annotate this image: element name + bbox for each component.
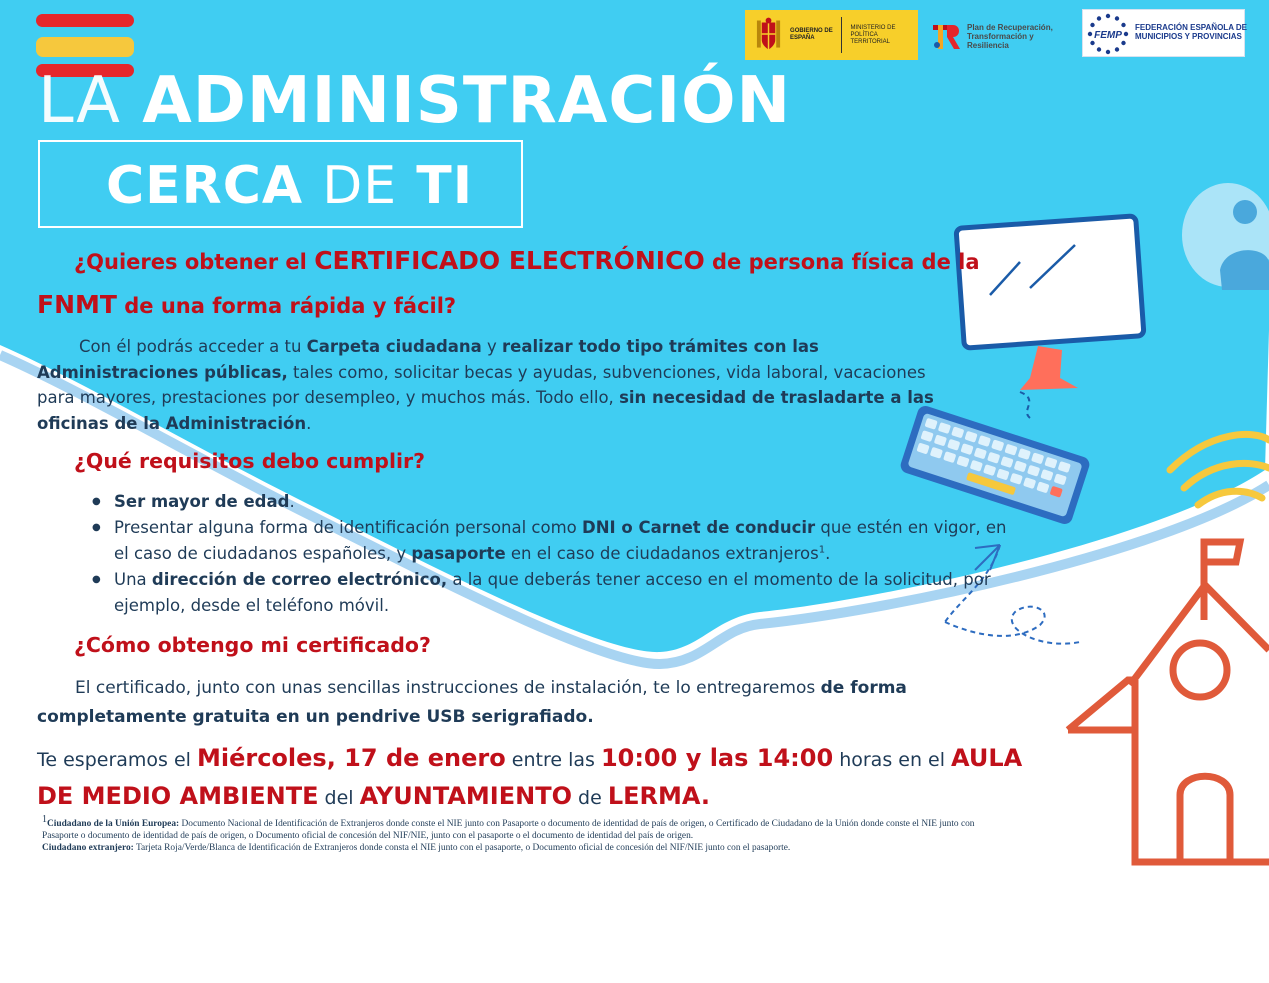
req2-bold-pasaporte: pasaporte: [411, 544, 506, 563]
req2-c: que estén en vigor, en el caso de ciudadanos españoles, y: [114, 518, 1007, 563]
invite-text-5: de: [571, 787, 608, 809]
flag-stripe-yellow: [36, 37, 134, 57]
how-paragraph: [37, 674, 937, 732]
main-question-line2: [37, 288, 456, 323]
subtitle-part-ti: TI: [397, 156, 474, 216]
req1-end: .: [289, 492, 295, 511]
list-item: [92, 515, 1012, 567]
page-title: [38, 64, 791, 138]
government-logo: [745, 10, 918, 60]
event-room: AULA DE MEDIO AMBIENTE: [37, 744, 1023, 810]
subtitle-part-de: DE: [322, 156, 398, 216]
event-time: 10:00 y las 14:00: [600, 744, 834, 772]
intro-text-4: .: [306, 413, 312, 433]
list-item: [92, 567, 1012, 619]
req3-c: a la que deberás tener acceso en el momento de la solicitud, por ejemplo, desde el teléfono móvil.: [114, 570, 991, 615]
government-text: GOBIERNO DE ESPAÑA: [790, 28, 833, 41]
req1-bold: Ser mayor de edad: [114, 492, 290, 511]
event-invitation: [37, 740, 1037, 816]
invite-text-1: Te esperamos el: [37, 749, 197, 771]
intro-bold-sin-necesidad: sin necesidad de trasladarte a las oficinas de la Administración: [37, 388, 934, 433]
coat-of-arms-icon: [755, 16, 782, 54]
req2-a: Presentar alguna forma de identificación personal como: [114, 518, 583, 537]
invite-text-2: entre las: [505, 749, 601, 771]
q1-part5: de una forma rápida y fácil?: [116, 294, 457, 318]
footnote-eu: [42, 813, 992, 842]
femp-logo: [1082, 9, 1248, 57]
recovery-plan-text: Plan de Recuperación, Transformación y Resiliencia: [967, 23, 1053, 50]
footnote-eu-text: Documento Nacional de Identificación de Extranjeros donde conste el NIE junto con Pasaporte o documento de identidad de país de origen, o Certificado de Ciudadano de la Unión donde conste el NIE junto con Pasaporte o documento de identidad de país de origen, o Documento oficial de concesión del NIF/NIE, junto con el pasaporte o el documento de identidad del país de origen.: [42, 819, 975, 841]
event-date: Miércoles, 17 de enero: [196, 744, 506, 772]
subtitle-box: [38, 140, 523, 228]
footnote: [42, 813, 992, 854]
intro-bold-tramites: realizar todo tipo trámites con las Administraciones públicas,: [37, 337, 819, 382]
eu-stars-icon: [1086, 12, 1130, 56]
q1-part1: ¿Quieres obtener el: [74, 250, 315, 274]
footnote-eu-label: Ciudadano de la Unión Europea:: [47, 819, 180, 829]
list-item: [92, 489, 1012, 515]
requirements-heading: ¿Qué requisitos debo cumplir?: [74, 449, 426, 473]
footnote-foreign: [42, 842, 992, 854]
q1-part3: de persona física de la: [704, 250, 980, 274]
recovery-plan-icon: [931, 21, 963, 53]
footnote-foreign-text: Tarjeta Roja/Verde/Blanca de Identificación de Extranjeros donde consta el NIE junto con el pasaporte, o Documento oficial de concesión del NIF/NIE junto con el pasaporte.: [133, 843, 791, 853]
flag-stripe-red-top: [36, 14, 134, 27]
event-town: LERMA.: [607, 782, 711, 810]
q1-certificado: CERTIFICADO ELECTRÓNICO: [314, 246, 705, 275]
subtitle: [106, 154, 473, 218]
intro-bold-carpeta: Carpeta ciudadana: [306, 337, 482, 356]
logo-divider: [841, 17, 842, 53]
footnote-number: 1: [42, 813, 47, 825]
req3-a: Una: [114, 570, 152, 589]
recovery-plan-logo: [931, 21, 1071, 55]
how-heading: ¿Cómo obtengo mi certificado?: [74, 633, 431, 657]
subtitle-part-cerca: CERCA: [106, 156, 323, 216]
femp-badge-text: FEMP: [1094, 30, 1122, 41]
intro-text-3: tales como, solicitar becas y ayudas, subvenciones, vida laboral, vacaciones para mayores, prestaciones por desempleo, y muchos más. Todo ello,: [37, 362, 926, 407]
main-question-line1: [74, 246, 980, 277]
title-bold-word: ADMINISTRACIÓN: [142, 64, 792, 138]
req2-f: .: [825, 544, 831, 563]
req2-bold-dni: DNI o Carnet de conducir: [582, 518, 816, 537]
how-bold: de forma completamente gratuita en un pendrive USB serigrafiado.: [37, 678, 907, 727]
requirements-list: [92, 489, 1012, 619]
ministry-text: MINISTERIO DE POLÍTICA TERRITORIAL: [850, 24, 896, 45]
intro-text-2: y: [481, 337, 503, 356]
how-text: El certificado, junto con unas sencillas instrucciones de instalación, te lo entregaremos: [75, 678, 821, 698]
req2-e: en el caso de ciudadanos extranjeros: [505, 544, 819, 563]
invite-text-4: del: [318, 787, 360, 809]
req3-bold-email: dirección de correo electrónico,: [151, 570, 448, 589]
intro-paragraph: [37, 334, 967, 436]
invite-text-3: horas en el: [833, 749, 952, 771]
femp-text: FEDERACIÓN ESPAÑOLA DE MUNICIPIOS Y PROVINCIAS: [1135, 23, 1248, 41]
intro-text-1: Con él podrás acceder a tu: [79, 337, 307, 356]
q1-fnmt: FNMT: [37, 290, 117, 319]
event-ayuntamiento: AYUNTAMIENTO: [359, 782, 572, 810]
title-thin-word: LA: [38, 64, 121, 138]
footnote-marker: 1: [818, 544, 826, 556]
footnote-foreign-label: Ciudadano extranjero:: [42, 843, 134, 853]
town-hall-illustration: [1068, 542, 1269, 862]
